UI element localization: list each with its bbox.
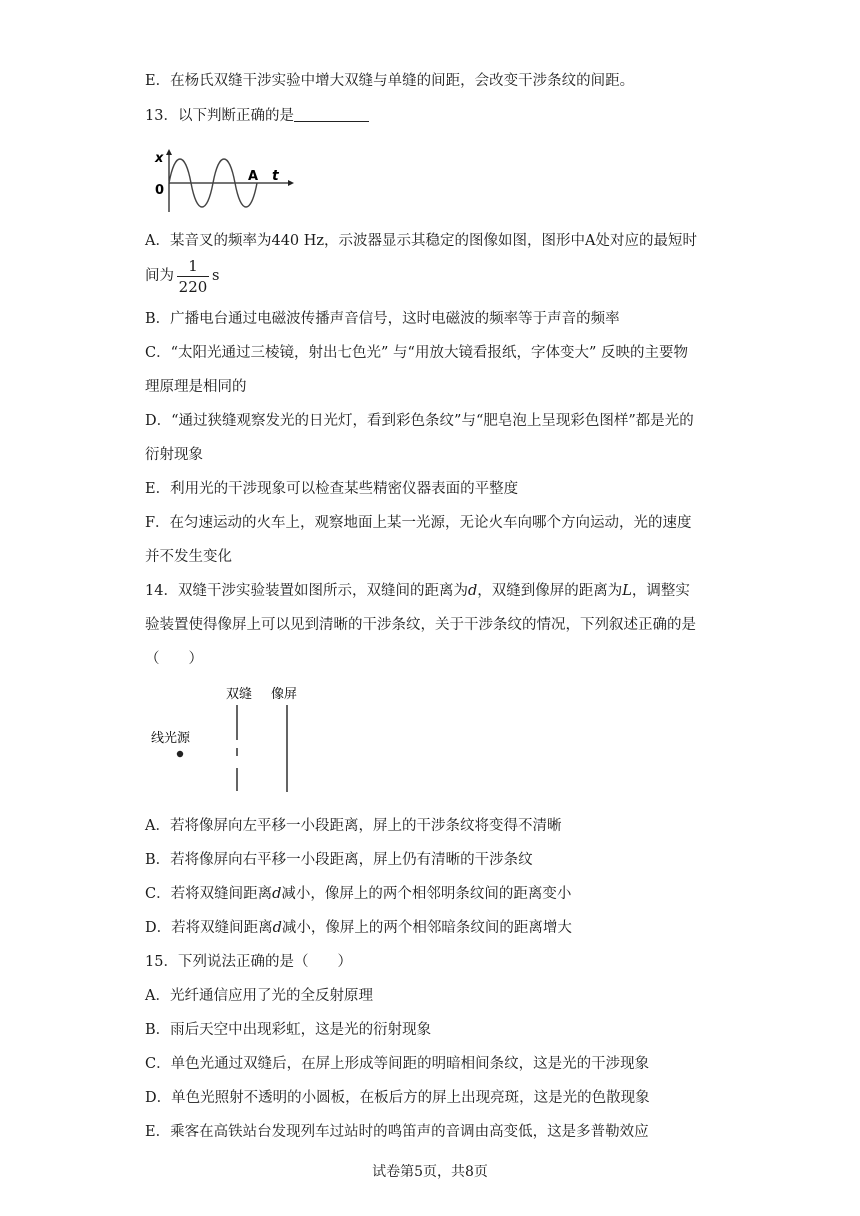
q15-stem: 15．下列说法正确的是（ ） <box>145 954 352 970</box>
q14-option-b: B．若将像屏向右平移一小段距离，屏上仍有清晰的干涉条纹 <box>145 852 533 868</box>
q15-option-c: C．单色光通过双缝后，在屏上形成等间距的明暗相间条纹，这是光的干涉现象 <box>145 1056 650 1072</box>
q14-option-a: A．若将像屏向左平移一小段距离，屏上的干涉条纹将变得不清晰 <box>145 818 562 834</box>
q13-option-c-line2: 理原理是相同的 <box>145 379 247 395</box>
q13-option-a-line2-pre: 间为 <box>145 268 174 284</box>
q13-option-d-line2: 衍射现象 <box>145 447 203 463</box>
q13-option-d-line1: D．“通过狭缝观察发光的日光灯，看到彩色条纹”与“肥皂泡上呈现彩色图样”都是光的 <box>145 413 694 429</box>
q14-stem-text-c: ，调整实 <box>631 583 690 599</box>
q13-stem <box>145 106 369 126</box>
axis-label-t: t <box>272 168 279 184</box>
q15-option-b: B．雨后天空中出现彩虹，这是光的衍射现象 <box>145 1022 432 1038</box>
q13-stem-text: 13．以下判断正确的是 <box>145 108 294 124</box>
label-screen: 像屏 <box>271 687 298 702</box>
q13-option-a-line2-unit: s <box>212 268 220 284</box>
var-d: d <box>467 583 478 599</box>
x-axis-arrow <box>288 180 294 186</box>
q14-stem-line3: （ ） <box>145 651 203 667</box>
origin-label: 0 <box>155 183 165 198</box>
axis-label-x: x <box>155 151 164 166</box>
point-a-label: A <box>248 169 259 184</box>
q15-option-e: E．乘客在高铁站台发现列车过站时的鸣笛声的音调由高变低，这是多普勒效应 <box>145 1124 649 1140</box>
q14-stem-text-a: 14．双缝干涉实验装置如图所示，双缝间的距离为 <box>145 583 468 599</box>
label-double-slit: 双缝 <box>226 687 253 702</box>
fraction-1-over-220 <box>177 257 209 296</box>
q13-waveform-figure <box>150 148 300 214</box>
q15-option-d: D．单色光照射不透明的小圆板，在板后方的屏上出现亮斑，这是光的色散现象 <box>145 1090 650 1106</box>
q14-stem-text-b: ，双缝到像屏的距离为 <box>477 583 623 599</box>
q14-option-d-post: 减小，像屏上的两个相邻暗条纹间的距离增大 <box>281 920 572 936</box>
q13-option-c-line1: C．“太阳光通过三棱镜，射出七色光” 与“用放大镜看报纸，字体变大” 反映的主要物 <box>145 345 688 361</box>
fraction-bar <box>177 276 209 277</box>
q14-option-c-post: 减小，像屏上的两个相邻明条纹间的距离变小 <box>281 886 572 902</box>
q14-option-d-pre: D．若将双缝间距离 <box>145 920 273 936</box>
fraction-denominator: 220 <box>178 278 208 296</box>
label-line-source: 线光源 <box>151 731 191 746</box>
q14-option-c-pre: C．若将双缝间距离 <box>145 886 273 902</box>
q14-stem-line1 <box>145 581 690 601</box>
q13-option-a-line1: A．某音叉的频率为440 Hz，示波器显示其稳定的图像如图，图形中A处对应的最短时 <box>145 233 698 249</box>
q15-option-a: A．光纤通信应用了光的全反射原理 <box>145 988 373 1004</box>
q13-option-f-line2: 并不发生变化 <box>145 549 232 565</box>
fraction-numerator: 1 <box>188 257 198 275</box>
q14-option-c <box>145 884 571 904</box>
page-footer: 试卷第5页，共8页 <box>372 1164 488 1180</box>
q12-option-e: E．在杨氏双缝干涉实验中增大双缝与单缝的间距，会改变干涉条纹的间距。 <box>145 73 635 89</box>
answer-blank <box>294 107 369 122</box>
q13-option-f-line1: F．在匀速运动的火车上，观察地面上某一光源，无论火车向哪个方向运动，光的速度 <box>145 515 692 531</box>
var-d: d <box>272 920 282 936</box>
q13-option-b: B．广播电台通过电磁波传播声音信号，这时电磁波的频率等于声音的频率 <box>145 311 620 327</box>
light-source-dot <box>177 751 183 757</box>
var-d: d <box>272 886 282 902</box>
q13-option-e: E．利用光的干涉现象可以检查某些精密仪器表面的平整度 <box>145 481 519 497</box>
q14-stem-line2: 验装置使得像屏上可以见到清晰的干涉条纹，关于干涉条纹的情况，下列叙述正确的是 <box>145 617 696 633</box>
var-l: L <box>622 583 632 599</box>
q14-option-d <box>145 918 572 938</box>
q14-double-slit-figure <box>148 684 308 796</box>
y-axis-arrow <box>166 149 172 155</box>
